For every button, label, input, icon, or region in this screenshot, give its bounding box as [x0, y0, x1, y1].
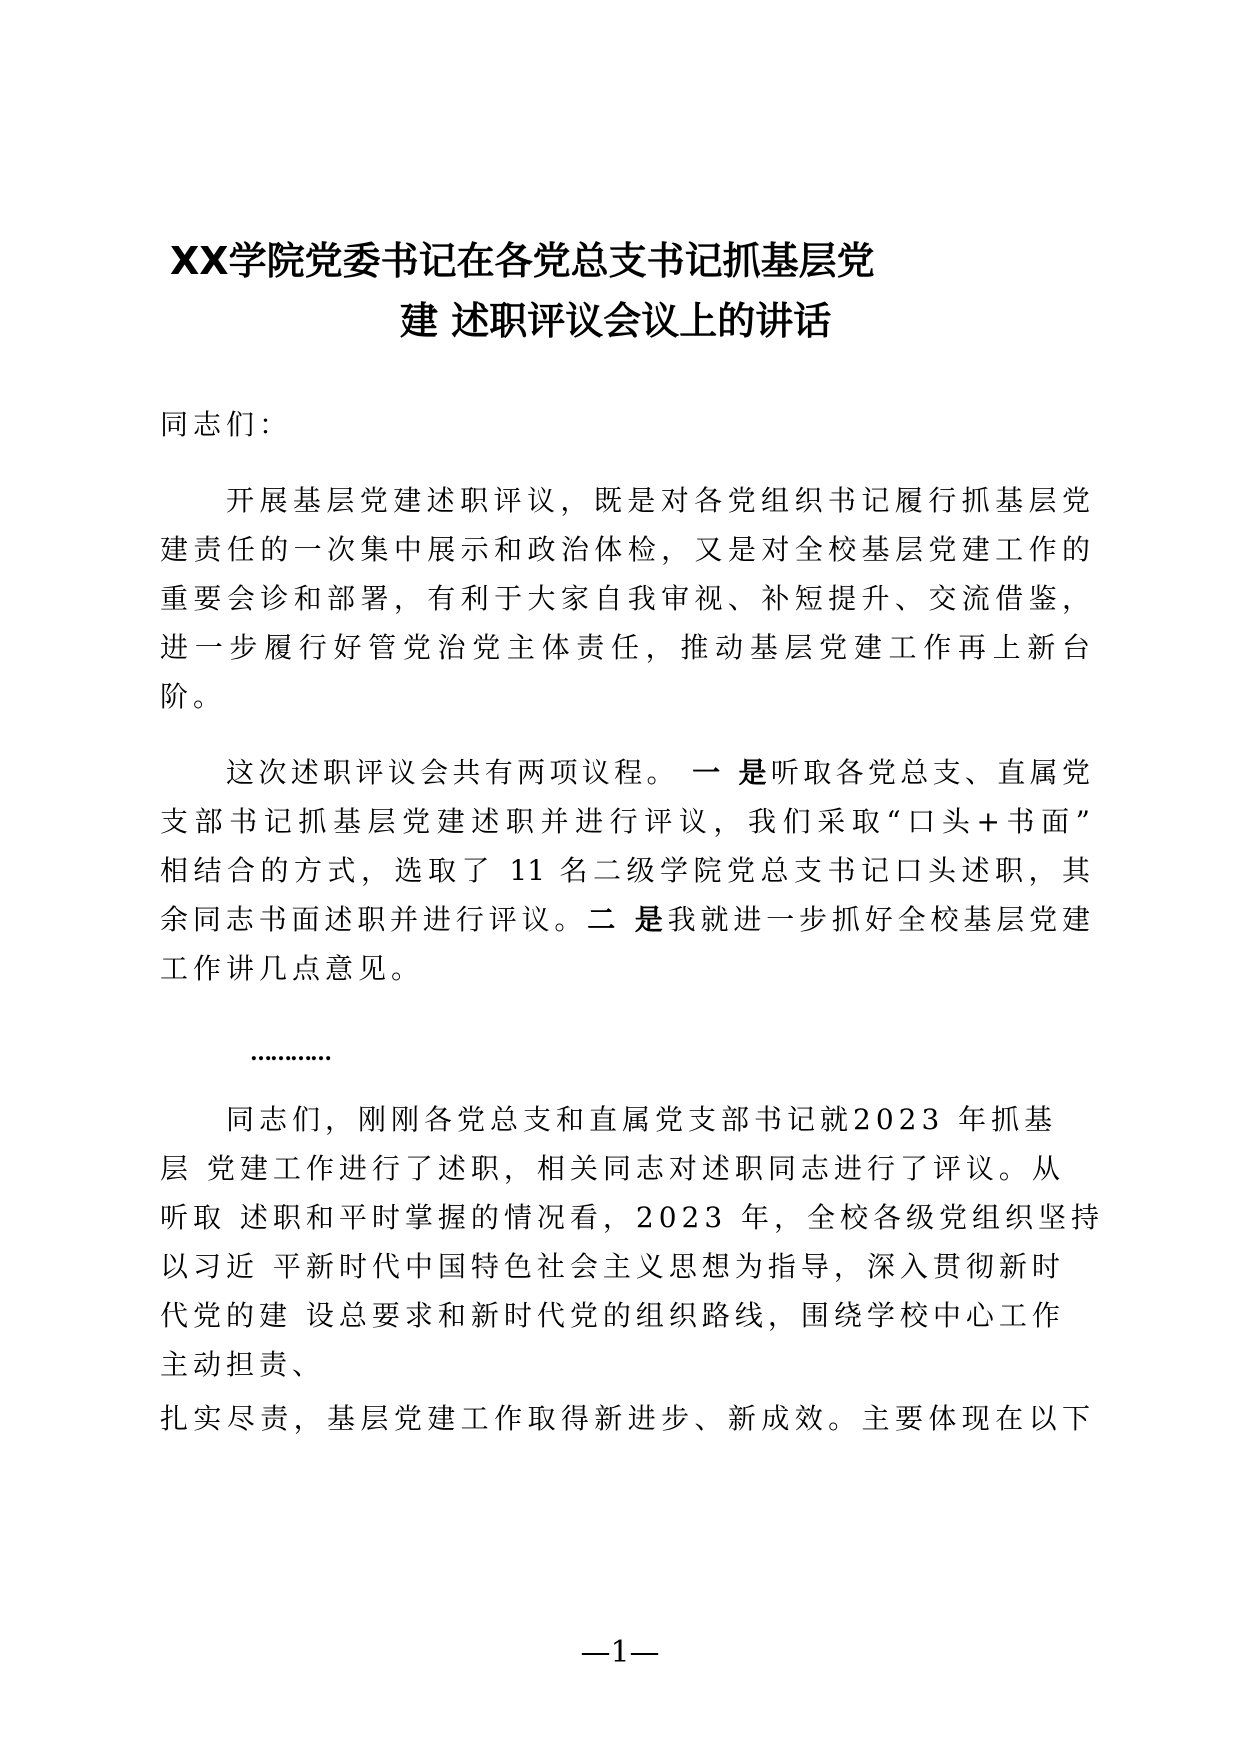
paragraph-3-line-4: 以习近 平新时代中国特色社会主义思想为指导，深入贯彻新时: [160, 1250, 1065, 1283]
paragraph-2-line-1: [226, 756, 1090, 790]
paragraph-2-line-4-text-b: 我就进一步抓好全校基层党建: [667, 903, 1090, 936]
document-title-line-1: XX学院党委书记在各党总支书记抓基层党: [170, 239, 875, 283]
paragraph-2-line-1-text-b: 听取各党总支、直属党: [770, 756, 1090, 789]
paragraph-2-line-4-text-a: 余同志书面述职并进行评议。: [160, 903, 588, 936]
paragraph-3-line-6: 主动担责、: [160, 1348, 326, 1381]
salutation: 同志们：: [160, 408, 293, 441]
paragraph-2-line-5: 工作讲几点意见。: [160, 952, 425, 985]
paragraph-3-line-3: 听取 述职和平时掌握的情况看，2023 年，全校各级党组织坚持: [160, 1201, 1105, 1234]
page-number: —1—: [580, 1635, 660, 1670]
paragraph-2-line-2: 支部书记抓基层党建述职并进行评议，我们采取“口头+书面”: [160, 805, 1090, 838]
agenda-item-two-marker: 二 是: [587, 903, 668, 936]
paragraph-3-line-1: 同志们，刚刚各党总支和直属党支部书记就2023 年抓基: [226, 1103, 1058, 1136]
paragraph-2-line-4: [160, 903, 1090, 937]
agenda-item-one-marker: 一 是: [692, 756, 771, 789]
document-title-line-2: 建 述职评议会议上的讲话: [400, 299, 832, 343]
paragraph-1-line-2: 建责任的一次集中展示和政治体检，又是对全校基层党建工作的: [160, 533, 1090, 566]
paragraph-2-line-3: 相结合的方式，选取了 11 名二级学院党总支书记口头述职，其: [160, 854, 1090, 887]
paragraph-1-line-4: 进一步履行好管党治党主体责任，推动基层党建工作再上新台: [160, 631, 1090, 664]
paragraph-3-line-2: 层 党建工作进行了述职，相关同志对述职同志进行了评议。从: [160, 1152, 1065, 1185]
paragraph-3-line-7: 扎实尽责，基层党建工作取得新进步、新成效。主要体现在以下: [160, 1402, 1090, 1435]
paragraph-1-line-1: 开展基层党建述职评议，既是对各党组织书记履行抓基层党: [226, 484, 1090, 517]
paragraph-1-line-5: 阶。: [160, 680, 227, 713]
paragraph-3-line-5: 代党的建 设总要求和新时代党的组织路线，围绕学校中心工作: [160, 1299, 1065, 1332]
paragraph-1-line-3: 重要会诊和部署，有利于大家自我审视、补短提升、交流借鉴，: [160, 582, 1090, 615]
omission-ellipsis: …………: [250, 1040, 330, 1066]
paragraph-2-line-1-text-a: 这次述职评议会共有两项议程。: [226, 756, 679, 789]
